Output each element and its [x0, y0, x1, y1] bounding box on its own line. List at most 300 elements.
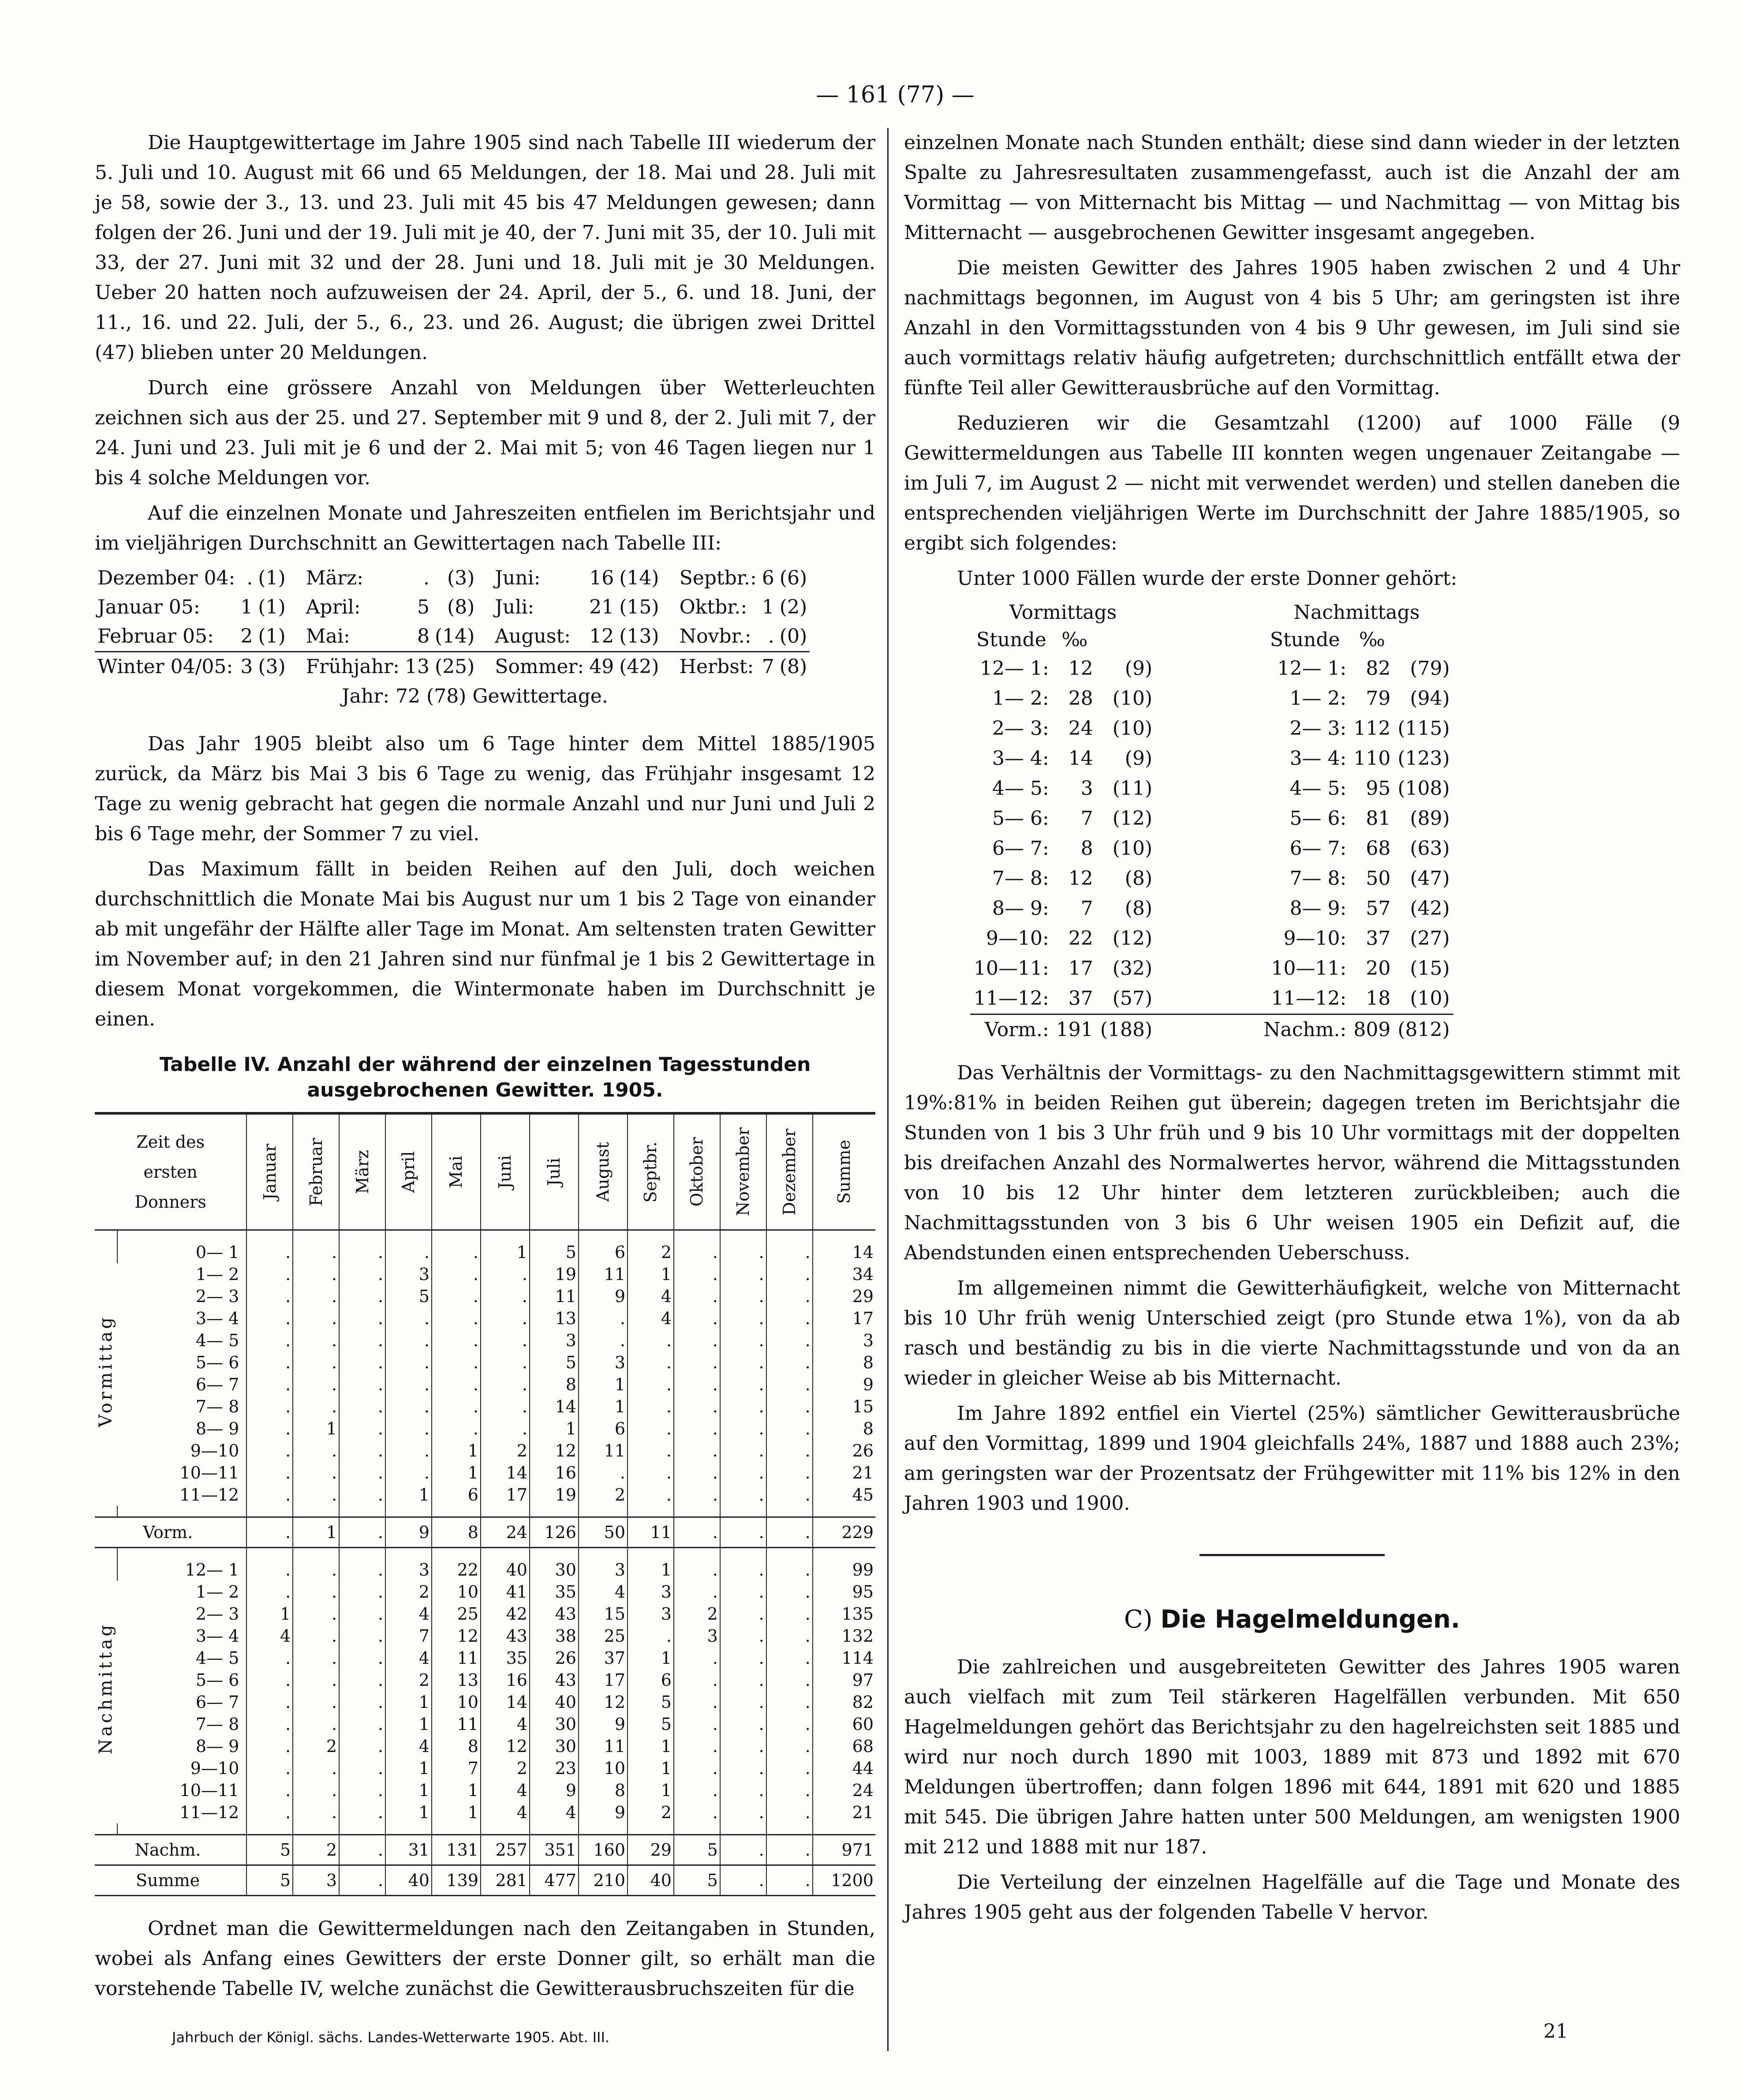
table-cell: 12— 1:: [1277, 657, 1347, 680]
table-cell: 3: [813, 1329, 875, 1351]
table-cell: .: [766, 1603, 813, 1625]
row-label: 9—10: [190, 1759, 239, 1778]
table-cell: .: [720, 1801, 766, 1823]
table-cell: .: [293, 1329, 339, 1351]
table-cell: .: [247, 1801, 293, 1823]
table-cell: .: [674, 1396, 720, 1418]
table-cell: 6: [579, 1241, 628, 1263]
table-cell: 17: [1068, 957, 1093, 980]
table-cell: .: [628, 1440, 674, 1462]
table-cell: (3): [447, 567, 475, 589]
table-cell: .: [293, 1440, 339, 1462]
spacer-cell: [674, 1548, 720, 1559]
table-cell: .: [766, 1263, 813, 1285]
table-cell: .: [628, 1329, 674, 1351]
table-cell: 13: [402, 652, 432, 682]
table-cell: 19: [530, 1263, 579, 1285]
table-cell: 1: [247, 1603, 293, 1625]
table-cell: 12: [530, 1440, 579, 1462]
table-cell: .: [385, 1462, 432, 1484]
table-cell: 25: [579, 1625, 628, 1647]
table-row: [95, 1757, 875, 1779]
table-cell: 3: [674, 1625, 720, 1647]
table-cell: (188): [1097, 1014, 1156, 1045]
table-cell: 4— 5:: [992, 777, 1049, 800]
table-cell: 50: [579, 1517, 628, 1548]
table-cell: 34: [813, 1263, 875, 1285]
table-cell: Oktbr.:: [679, 596, 747, 618]
column-header-label: Februar: [306, 1138, 326, 1206]
table-cell: 2: [293, 1835, 339, 1865]
table-cell: 2: [293, 1735, 339, 1757]
row-label: 3— 4: [195, 1626, 239, 1646]
spacer-cell: [813, 1548, 875, 1559]
row-label: 0— 1: [117, 1241, 247, 1263]
column-header: [766, 1113, 813, 1230]
table-cell: 44: [813, 1757, 875, 1779]
table-cell: .: [720, 1374, 766, 1396]
column-header: [385, 1113, 432, 1230]
table-cell: Septbr.:: [679, 567, 757, 589]
table-cell: 19: [530, 1484, 579, 1506]
table-row: [95, 1374, 875, 1396]
table-cell: .: [766, 1418, 813, 1440]
table-cell: 1: [385, 1757, 432, 1779]
table-cell: .: [293, 1691, 339, 1713]
table-cell: 2: [628, 1801, 674, 1823]
column-header-label: Septbr.: [641, 1141, 661, 1203]
corner-line: Donners: [134, 1192, 206, 1212]
table-cell: .: [247, 1418, 293, 1440]
table-cell: 11: [579, 1440, 628, 1462]
table-cell: 1: [481, 1241, 530, 1263]
table-cell: Juli:: [495, 596, 534, 618]
footer-page-number: 21: [1543, 2020, 1568, 2043]
table-cell: 131: [432, 1835, 481, 1865]
table-cell: .: [339, 1329, 385, 1351]
table-cell: .: [481, 1374, 530, 1396]
table-cell: (15): [619, 596, 659, 618]
table-cell: 2— 3:: [992, 717, 1049, 740]
table-cell: 12: [432, 1625, 481, 1647]
table-cell: 1: [579, 1396, 628, 1418]
table-cell: .: [339, 1865, 385, 1896]
spacer-cell: [481, 1506, 530, 1517]
spacer-cell: [95, 1823, 117, 1835]
spacer-cell: [432, 1823, 481, 1835]
table-cell: .: [766, 1484, 813, 1506]
table-cell: 110: [1353, 747, 1391, 770]
table-cell: 4: [481, 1713, 530, 1735]
table-cell: .: [766, 1835, 813, 1865]
row-label: 8— 9: [195, 1419, 239, 1438]
table-cell: 1: [432, 1440, 481, 1462]
table-cell: 18: [1366, 987, 1391, 1010]
table-cell: 8: [417, 625, 430, 648]
table-cell: .: [766, 1801, 813, 1823]
table-row: [970, 774, 1453, 804]
table-cell: .: [247, 1559, 293, 1581]
table-cell: 9—10:: [1283, 927, 1347, 950]
row-label: 7— 8: [195, 1714, 239, 1734]
table-row: [970, 684, 1453, 714]
table-cell: .: [674, 1713, 720, 1735]
table-cell: .: [720, 1307, 766, 1329]
table-row: [95, 1285, 875, 1307]
table-cell: .: [720, 1329, 766, 1351]
table-cell: Januar 05:: [97, 596, 200, 618]
table-row: [95, 1418, 875, 1440]
table-row: [95, 1462, 875, 1484]
spacer-cell: [481, 1230, 530, 1242]
column-header-label: November: [733, 1127, 753, 1217]
table-cell: Mai:: [306, 625, 350, 648]
table-cell: .: [766, 1779, 813, 1801]
header-row: [970, 599, 1453, 626]
table-cell: .: [674, 1517, 720, 1548]
table-cell: 9: [579, 1713, 628, 1735]
table-cell: .: [720, 1779, 766, 1801]
table-cell: 5: [674, 1835, 720, 1865]
table-cell: 21: [813, 1462, 875, 1484]
table-cell: 49: [587, 652, 616, 682]
table-cell: .: [293, 1603, 339, 1625]
table-cell: .: [481, 1307, 530, 1329]
row-label: 2— 3: [195, 1604, 239, 1624]
row-label: Vorm.: [95, 1517, 247, 1548]
table-cell: 11: [432, 1713, 481, 1735]
table-cell: (108): [1397, 777, 1450, 800]
table-cell: 7: [432, 1757, 481, 1779]
table-cell: .: [481, 1285, 530, 1307]
column-header-label: März: [352, 1150, 372, 1194]
column-header-label: April: [399, 1151, 418, 1193]
table-row: [95, 1307, 875, 1329]
row-label: 1— 2: [195, 1265, 239, 1284]
table-cell: 1: [579, 1374, 628, 1396]
table-cell: .: [766, 1351, 813, 1374]
table-cell: (6): [779, 567, 807, 589]
table-cell: .: [339, 1581, 385, 1603]
spacer-cell: [766, 1548, 813, 1559]
table-cell: (2): [779, 596, 807, 618]
table-cell: 1: [385, 1484, 432, 1506]
table-row: [95, 1669, 875, 1691]
table-cell: 1: [762, 596, 774, 618]
table-cell: .: [339, 1351, 385, 1374]
table-cell: .: [339, 1285, 385, 1307]
table-cell: 229: [813, 1517, 875, 1548]
table-cell: 24: [1068, 717, 1093, 740]
row-label: 4— 5: [195, 1648, 239, 1668]
spacer-cell: [293, 1548, 339, 1559]
table-cell: .: [293, 1374, 339, 1396]
table-cell: 12: [589, 625, 614, 648]
spacer-cell: [813, 1506, 875, 1517]
hour-table: [970, 599, 1453, 1045]
table-cell: 1: [432, 1462, 481, 1484]
spacer-cell: [628, 1548, 674, 1559]
table-cell: 1: [293, 1517, 339, 1548]
table-cell: .: [247, 1351, 293, 1374]
table-cell: 8— 9:: [992, 897, 1049, 920]
table-cell: .: [339, 1517, 385, 1548]
table-cell: .: [432, 1374, 481, 1396]
table-cell: 57: [1366, 897, 1391, 920]
table-cell: 257: [481, 1835, 530, 1865]
spacer-cell: [385, 1823, 432, 1835]
table-cell: 5: [247, 1865, 293, 1896]
table-cell: .: [293, 1801, 339, 1823]
table-cell: .: [720, 1517, 766, 1548]
table-cell: 6: [762, 567, 774, 589]
table-cell: 2: [674, 1603, 720, 1625]
paragraph: Reduzieren wir die Gesamtzahl (1200) auf 1000 Fälle (9 Gewittermeldungen aus Tabelle III konnten wegen ungenauer Zeitangabe — im Juli 7, im August 2 — nicht mit verwendet werden) und stellen daneben die entsprechenden vieljährigen Werte im Durchschnitt der Jahre 1885/1905, so ergibt sich folgendes:: [904, 412, 1680, 554]
spacer-cell: [1156, 744, 1260, 774]
table-cell: 7: [385, 1625, 432, 1647]
table-cell: 5: [674, 1865, 720, 1896]
row-label: 12— 1: [117, 1559, 247, 1581]
table-row: [970, 894, 1453, 924]
table-cell: (94): [1410, 687, 1450, 710]
table-cell: .: [766, 1517, 813, 1548]
table-cell: 35: [530, 1581, 579, 1603]
spacer-cell: [385, 1230, 432, 1242]
table-cell: 14: [1068, 747, 1093, 770]
table-cell: .: [339, 1396, 385, 1418]
table-cell: .: [293, 1285, 339, 1307]
table-cell: 1: [293, 1418, 339, 1440]
spacer-cell: [1156, 1014, 1260, 1045]
spacer-cell: [720, 1823, 766, 1835]
table-cell: (42): [616, 652, 661, 682]
table-cell: 1: [385, 1713, 432, 1735]
table-row: [95, 1263, 875, 1285]
paragraph: Unter 1000 Fällen wurde der erste Donner gehört:: [957, 567, 1457, 590]
table-cell: 15: [579, 1603, 628, 1625]
table-cell: 5— 6:: [992, 807, 1049, 830]
table-row: [95, 1559, 875, 1581]
spacer-cell: [95, 1230, 117, 1242]
table-cell: .: [766, 1625, 813, 1647]
spacer-cell: [530, 1230, 579, 1242]
table-cell: 40: [481, 1559, 530, 1581]
spacer-cell: [293, 1506, 339, 1517]
column-header-label: Januar: [260, 1144, 280, 1200]
table-cell: März:: [306, 567, 363, 589]
spacer-cell: [674, 1230, 720, 1242]
table-cell: (0): [779, 625, 807, 648]
table-cell: (12): [1112, 927, 1153, 950]
table-cell: .: [674, 1462, 720, 1484]
table-cell: Novbr.:: [679, 625, 751, 648]
table-cell: 1— 2:: [992, 687, 1049, 710]
right-column: [904, 128, 1680, 1933]
spacer-cell: [530, 1506, 579, 1517]
table-row: [95, 1691, 875, 1713]
table-row: [970, 864, 1453, 894]
table-cell: .: [628, 1396, 674, 1418]
table-cell: .: [432, 1329, 481, 1351]
table-cell: 1: [628, 1647, 674, 1669]
table-cell: Vorm.:: [970, 1014, 1053, 1045]
table-row: [95, 1581, 875, 1603]
table-cell: (47): [1410, 867, 1450, 890]
spacer-cell: [1156, 864, 1260, 894]
spacer-cell: [385, 1548, 432, 1559]
table-cell: 29: [813, 1285, 875, 1307]
table-cell: 9: [530, 1779, 579, 1801]
caption-line: Tabelle IV. Anzahl der während der einzelnen Tagesstunden: [159, 1053, 811, 1076]
row-label: 10—11: [179, 1781, 239, 1800]
table-cell: .: [720, 1440, 766, 1462]
table-cell: .: [293, 1462, 339, 1484]
spacer-cell: [247, 1230, 293, 1242]
table-cell: (8): [1125, 867, 1153, 890]
table-cell: 6: [628, 1669, 674, 1691]
table-cell: 7— 8:: [992, 867, 1049, 890]
table-cell: 3: [385, 1263, 432, 1285]
table-cell: 132: [813, 1625, 875, 1647]
table-cell: .: [674, 1559, 720, 1581]
table4-caption: [95, 1052, 875, 1103]
table-cell: 4: [385, 1647, 432, 1669]
table-cell: .: [293, 1625, 339, 1647]
column-header: [247, 1113, 293, 1230]
table-cell: (1): [258, 567, 286, 589]
table-cell: 6: [579, 1418, 628, 1440]
table-cell: (10): [1112, 717, 1153, 740]
table-cell: 3: [238, 652, 255, 682]
table-cell: .: [674, 1285, 720, 1307]
paragraph: Die Hauptgewittertage im Jahre 1905 sind nach Tabelle III wiederum der 5. Juli und 10. August mit 66 und 65 Meldungen, der 18. Mai und 28. Juli mit je 58, sowie der 3., 13. und 23. Juli mit 45 bis 47 Meldungen gewesen; dann folgen der 26. Juni und der 19. Juli mit je 40, der 7. Juni mit 35, der 10. Juli mit 33, der 27. Juni mit 32 und der 28. Juni und 18. Juli mit je 30 Meldungen. Ueber 20 hatten noch aufzuweisen der 24. April, der 5., 6. und 18. Juni, der 11., 16. und 22. Juli, der 5., 6., 23. und 26. August; die übrigen zwei Drittel (47) blieben unter 20 Meldungen.: [95, 131, 875, 364]
spacer-cell: [766, 1506, 813, 1517]
table-cell: .: [766, 1669, 813, 1691]
table-cell: .: [674, 1647, 720, 1669]
table-cell: 477: [530, 1865, 579, 1896]
paragraph: Die meisten Gewitter des Jahres 1905 haben zwischen 2 und 4 Uhr nachmittags begonnen, im August von 4 bis 5 Uhr; am geringsten ist ihre Anzahl in den Vormittagsstunden von 4 bis 9 Uhr gewesen, im Juli sind sie auch vormittags relativ häufig aufgetreten; durchschnittlich entfällt etwa der fünfte Teil aller Gewitterausbrüche auf den Vormittag.: [904, 257, 1680, 399]
spacer-cell: [1156, 804, 1260, 834]
row-label: 2— 3: [195, 1287, 239, 1306]
table-cell: .: [720, 1625, 766, 1647]
table-cell: .: [579, 1462, 628, 1484]
spacer-cell: [766, 1230, 813, 1242]
spacer-cell: [247, 1506, 293, 1517]
table-cell: (11): [1112, 777, 1153, 800]
table-cell: .: [293, 1263, 339, 1285]
table-row: [95, 1440, 875, 1462]
table-row: [95, 1396, 875, 1418]
table-cell: .: [339, 1713, 385, 1735]
column-group-header: Nachmittags: [1293, 601, 1420, 624]
table-cell: .: [481, 1351, 530, 1374]
table-cell: .: [720, 1757, 766, 1779]
table-cell: 3: [579, 1351, 628, 1374]
table-cell: 68: [813, 1735, 875, 1757]
table-row: [970, 834, 1453, 864]
table-row: [95, 1241, 875, 1263]
table-cell: 1: [385, 1691, 432, 1713]
table-iv: [95, 1112, 875, 1896]
table-cell: .: [766, 1713, 813, 1735]
left-column: [95, 128, 875, 2009]
table-cell: 13: [432, 1669, 481, 1691]
table-cell: 971: [813, 1835, 875, 1865]
table-cell: 14: [481, 1462, 530, 1484]
column-header-label: Mai: [446, 1156, 466, 1188]
table-cell: 8: [813, 1418, 875, 1440]
table-cell: 17: [579, 1669, 628, 1691]
table-cell: .: [674, 1779, 720, 1801]
table-cell: 14: [813, 1241, 875, 1263]
table-cell: 112: [1353, 717, 1391, 740]
column-header: [1097, 626, 1156, 654]
spacer-cell: [530, 1823, 579, 1835]
side-label: [95, 1559, 117, 1823]
spacer-cell: [247, 1823, 293, 1835]
table-cell: 4: [385, 1735, 432, 1757]
corner-line: Zeit des: [136, 1132, 205, 1152]
spacer-cell: [766, 1823, 813, 1835]
table-cell: .: [247, 1647, 293, 1669]
table-row: [95, 652, 810, 682]
table-cell: 99: [813, 1559, 875, 1581]
table-cell: 28: [1068, 687, 1093, 710]
table-cell: 3: [293, 1865, 339, 1896]
table-row: [970, 954, 1453, 984]
table-cell: .: [720, 1713, 766, 1735]
spacer-cell: [1156, 954, 1260, 984]
column-header: Stunde: [976, 629, 1046, 651]
table-cell: .: [720, 1669, 766, 1691]
table-cell: .: [247, 1374, 293, 1396]
table-cell: 8: [813, 1351, 875, 1374]
spacer-cell: [339, 1823, 385, 1835]
row-label: 8— 9: [195, 1737, 239, 1756]
table-cell: .: [432, 1351, 481, 1374]
table-cell: .: [385, 1418, 432, 1440]
column-header: [432, 1113, 481, 1230]
table-cell: .: [247, 1462, 293, 1484]
table-row: [95, 1603, 875, 1625]
row-label: 5— 6: [195, 1353, 239, 1372]
table-cell: (115): [1397, 717, 1450, 740]
table-cell: 13: [530, 1307, 579, 1329]
table-cell: .: [720, 1351, 766, 1374]
table-cell: .: [293, 1559, 339, 1581]
table-cell: .: [385, 1329, 432, 1351]
table-cell: .: [247, 1263, 293, 1285]
side-label-text: Vormittag: [96, 1314, 116, 1427]
paragraph: Im allgemeinen nimmt die Gewitterhäufigkeit, welche von Mitternacht bis 10 Uhr früh wenig Unterschied zeigt (pro Stunde etwa 1%), von da ab rasch und beständig zu bis in die vierte Nachmittagsstunde und von da an wieder in gleicher Weise ab bis Mitternacht.: [904, 1277, 1680, 1389]
table-cell: .: [339, 1735, 385, 1757]
table-row: [95, 1625, 875, 1647]
spacer-cell: [95, 1506, 117, 1517]
table-cell: .: [720, 1241, 766, 1263]
spacer-cell: [1156, 714, 1260, 744]
table-cell: 43: [530, 1603, 579, 1625]
table-cell: 7: [1080, 807, 1093, 830]
row-label: 7— 8: [195, 1397, 239, 1416]
table-cell: 126: [530, 1517, 579, 1548]
table-cell: 2: [240, 625, 253, 648]
paragraph: Das Maximum fällt in beiden Reihen auf den Juli, doch weichen durchschnittlich die Monate Mai bis August nur um 1 bis 2 Tage von einander ab mit ungefähr der Hälfte aller Tage im Monat. Am seltensten traten Gewitter im November auf; in den 21 Jahren sind nur fünfmal je 1 bis 2 Gewittertage in diesem Monat vorgekommen, die Wintermonate haben im Durchschnitt je einen.: [95, 858, 875, 1030]
column-header: [579, 1113, 628, 1230]
table-cell: 5: [628, 1713, 674, 1735]
table-cell: .: [720, 1691, 766, 1713]
table-cell: .: [293, 1351, 339, 1374]
footer-journal: Jahrbuch der Königl. sächs. Landes-Wetterwarte 1905. Abt. III.: [172, 2029, 610, 2046]
